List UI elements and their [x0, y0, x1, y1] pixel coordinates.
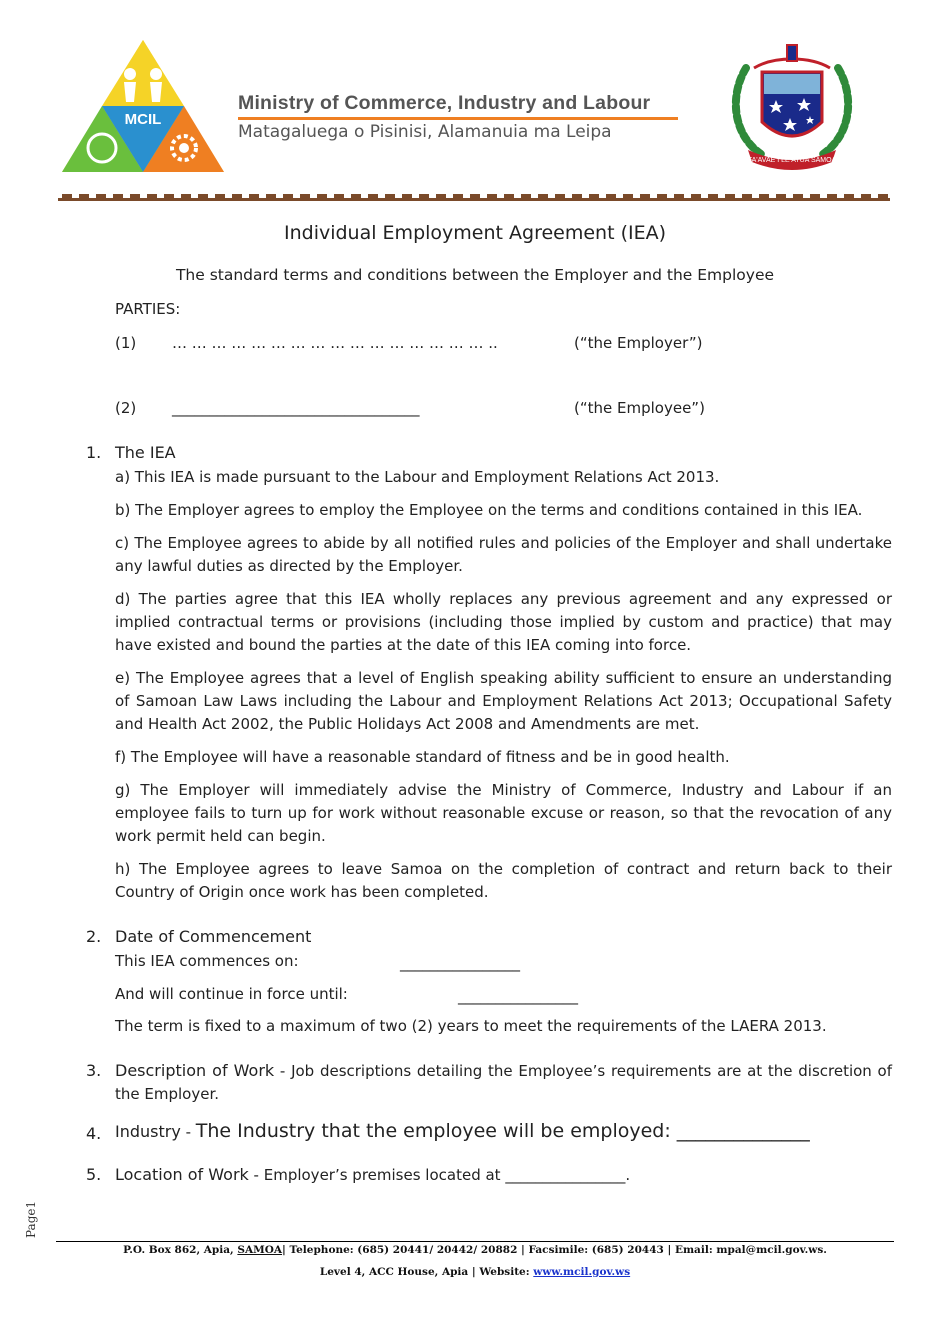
page-number-label: [14, 1194, 54, 1238]
commences-label: This IEA commences on:: [115, 952, 299, 970]
party-2-role: (“the Employee”): [574, 399, 705, 417]
continue-label: And will continue in force until:: [115, 985, 348, 1003]
section-5-text[interactable]: - Employer’s premises located at ________________.: [248, 1166, 631, 1184]
section-4-body: [115, 1120, 810, 1144]
clause-1g: g) The Employer will immediately advise the Ministry of Commerce, Industry and Labour if an employee fails to turn up for work without reasonable excuse or reason, so that the revocation of any work permit held can begin.: [115, 781, 892, 845]
term-text: The term is fixed to a maximum of two (2) years to meet the requirements of the LAERA 2013.: [115, 1017, 827, 1035]
page-number: Page1: [24, 1200, 38, 1238]
party-1-role: (“the Employer”): [574, 334, 703, 352]
clause-1h: h) The Employee agrees to leave Samoa on the completion of contract and return back to their Country of Origin once work has been completed.: [115, 860, 892, 901]
ministry-name-samoan: Matagaluega o Pisinisi, Alamanuia ma Leipa: [238, 122, 612, 142]
continue-blank[interactable]: ________________: [458, 987, 578, 1005]
party-1-blank[interactable]: … … … … … … … … … … … … … … … … ..: [172, 334, 498, 352]
logo-text: MCIL: [124, 111, 162, 128]
website-link[interactable]: www.mcil.gov.ws: [533, 1266, 631, 1278]
parties-label: PARTIES:: [115, 300, 181, 318]
party-2-number: (2): [115, 399, 137, 417]
footer-line-1: [0, 1244, 950, 1256]
footer-line-2: [0, 1266, 950, 1278]
section-3-text: - Job descriptions detailing the Employee’s requirements are at the discretion of the Employer.: [115, 1062, 893, 1103]
footer-divider: [56, 1241, 894, 1242]
clause-1c: c) The Employee agrees to abide by all notified rules and policies of the Employer and shall undertake any lawful duties as directed by the Employer.: [115, 534, 892, 575]
section-4-number: 4.: [86, 1124, 102, 1143]
section-2-heading: Date of Commencement: [115, 927, 312, 946]
document-subtitle: The standard terms and conditions between the Employer and the Employee: [175, 266, 775, 284]
clause-1f: f) The Employee will have a reasonable standard of fitness and be in good health.: [115, 748, 730, 766]
clause-1d: d) The parties agree that this IEA wholly replaces any previous agreement and any expressed or implied contractual terms or provisions (including those implied by custom and practice) that may have existed and bound the parties at the date of this IEA coming into force.: [115, 590, 892, 654]
section-3-number: 3.: [86, 1061, 102, 1080]
party-1-number: (1): [115, 334, 137, 352]
document-title: Individual Employment Agreement (IEA): [283, 222, 666, 244]
party-2-blank[interactable]: _________________________________: [172, 399, 420, 417]
section-5-heading: Location of Work: [115, 1165, 249, 1184]
section-1-number: 1.: [86, 443, 102, 462]
title-underline: [238, 117, 678, 120]
footer-contacts: | Telephone: (685) 20441/ 20442/ 20882 | Facsimile: (685) 20443 | Email: mpal@mcil.gov.ws.: [282, 1244, 827, 1256]
section-5-number: 5.: [86, 1165, 102, 1184]
section-4-dash: -: [180, 1123, 196, 1141]
clause-1a: a) This IEA is made pursuant to the Labour and Employment Relations Act 2013.: [115, 468, 720, 486]
footer-address: P.O. Box 862, Apia,: [123, 1244, 238, 1256]
section-3-body: [115, 1059, 892, 1106]
header-divider: [58, 192, 890, 206]
section-4-text[interactable]: The Industry that the employee will be employed: ______________: [195, 1120, 810, 1142]
footer-samoa: SAMOA: [237, 1244, 283, 1256]
commences-blank[interactable]: ________________: [400, 954, 520, 972]
seal-motto: FA'AVAE I LE ATUA SAMOA: [747, 157, 837, 164]
clause-1e: e) The Employee agrees that a level of English speaking ability sufficient to ensure an understanding of Samoan Law Laws including the Labour and Employment Relations Act 2013; Occupational Safety and Health Act 2002, the Public Holidays Act 2008 and Amendments are met.: [115, 669, 892, 733]
samoa-coat-of-arms-icon: [724, 38, 860, 174]
mcil-logo: [62, 38, 224, 174]
clause-1b: b) The Employer agrees to employ the Employee on the terms and conditions contained in this IEA.: [115, 501, 863, 519]
section-1-heading: The IEA: [115, 443, 176, 462]
footer-house: Level 4, ACC House, Apia | Website:: [319, 1266, 534, 1278]
section-3-heading: Description of Work: [115, 1061, 275, 1080]
section-2-number: 2.: [86, 927, 102, 946]
ministry-name-english: Ministry of Commerce, Industry and Labour: [238, 92, 651, 114]
section-4-heading: Industry: [115, 1122, 181, 1141]
section-5-body: [115, 1163, 630, 1187]
